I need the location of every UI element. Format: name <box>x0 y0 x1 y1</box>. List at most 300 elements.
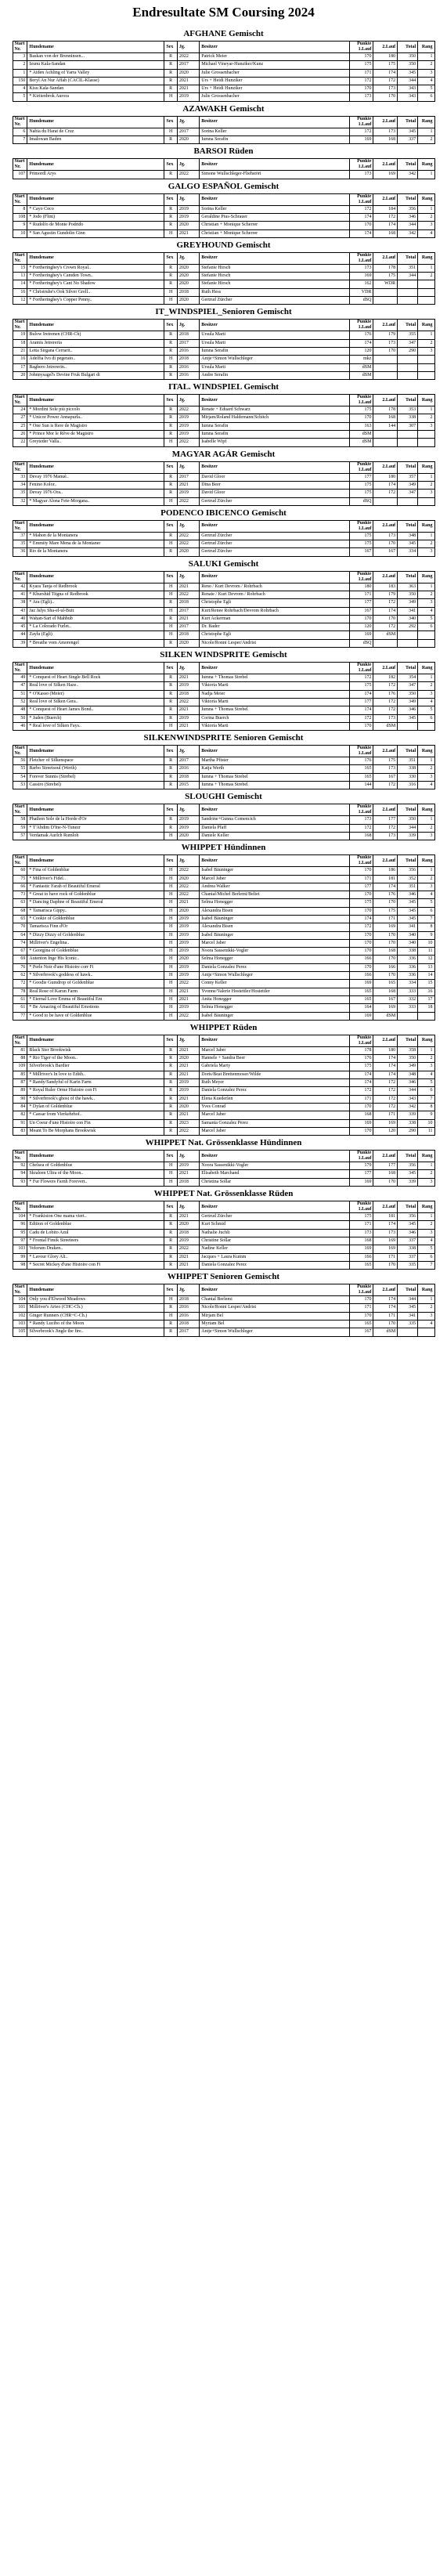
owner-cell: Gabriela Marty <box>200 1063 349 1071</box>
year-cell: 2017 <box>177 757 199 765</box>
lauf1-points-cell: dSM <box>349 371 373 379</box>
header-punkte-1-lauf: Punkte 1.Lauf <box>349 1151 373 1162</box>
table-row <box>13 331 434 339</box>
header-jg: Jg. <box>177 1284 199 1296</box>
lauf2-points-cell <box>373 297 398 305</box>
lauf1-points-cell: 170 <box>349 963 373 971</box>
lauf1-points-cell: 177 <box>349 599 373 607</box>
sex-cell: H <box>164 1012 178 1020</box>
year-cell: 2021 <box>177 1170 199 1178</box>
owner-cell: Isabel Bäuninger <box>200 867 349 875</box>
start-nr-cell: 75 <box>13 875 27 883</box>
dog-name-cell: Real Rose of Karun Farm <box>27 988 164 995</box>
lauf1-points-cell: 171 <box>349 1095 373 1103</box>
header-total: Total <box>398 252 418 264</box>
start-nr-cell: 14 <box>13 280 27 288</box>
dog-name-cell: * Caesar from Vierkehrhof.. <box>27 1111 164 1119</box>
owner-cell: Daniela Gonzalez Perez <box>200 1087 349 1095</box>
lauf2-points-cell: 172 <box>373 490 398 497</box>
sex-cell: R <box>164 222 178 229</box>
results-table <box>13 1284 435 1336</box>
table-row <box>13 615 434 623</box>
rank-cell: 6 <box>418 714 434 722</box>
table-row <box>13 782 434 789</box>
rank-cell: 1 <box>418 867 434 875</box>
header-total: Total <box>398 461 418 473</box>
lauf1-points-cell: 168 <box>349 1237 373 1245</box>
owner-cell: Gertrud Zürcher <box>200 497 349 505</box>
table-row <box>13 1170 434 1178</box>
start-nr-cell: 44 <box>13 631 27 639</box>
header-rang: Rang <box>418 159 434 171</box>
dog-name-cell: * Fortheringhey's Camden Town.. <box>27 273 164 280</box>
table-row <box>13 280 434 288</box>
table-header-row <box>13 395 434 406</box>
year-cell: 2018 <box>177 1296 199 1304</box>
header-total: Total <box>398 193 418 205</box>
rank-cell: 10 <box>418 1119 434 1127</box>
lauf2-points-cell: 174 <box>373 1304 398 1312</box>
lauf2-points-cell: 172 <box>373 698 398 706</box>
start-nr-cell: 18 <box>13 339 27 347</box>
rank-cell: 12 <box>418 956 434 963</box>
year-cell: 2023 <box>177 1119 199 1127</box>
start-nr-cell: 67 <box>13 948 27 956</box>
table-row <box>13 1245 434 1253</box>
table-row <box>13 988 434 995</box>
header-rang: Rang <box>418 395 434 406</box>
header-rang: Rang <box>418 42 434 53</box>
total-cell: 345 <box>398 1221 418 1229</box>
header-jg: Jg. <box>177 461 199 473</box>
lauf2-points-cell: 175 <box>373 757 398 765</box>
rank-cell: 3 <box>418 1229 434 1237</box>
start-nr-cell: 76 <box>13 963 27 971</box>
start-nr-cell: 38 <box>13 599 27 607</box>
header-jg: Jg. <box>177 663 199 674</box>
sex-cell: H <box>164 497 178 505</box>
start-nr-cell: 64 <box>13 931 27 939</box>
lauf1-points-cell: 176 <box>349 757 373 765</box>
header-hundename: Hundename <box>27 855 164 867</box>
total-cell: 292 <box>398 623 418 631</box>
lauf1-points-cell: 170 <box>349 907 373 915</box>
sex-cell: R <box>164 205 178 213</box>
result-section <box>5 380 442 446</box>
dog-name-cell: Real love of Silken Haze.. <box>27 682 164 690</box>
lauf2-points-cell: 174 <box>373 607 398 615</box>
table-header-row <box>13 663 434 674</box>
start-nr-cell: 58 <box>13 816 27 824</box>
header-total: Total <box>398 320 418 331</box>
owner-cell: Katja Werth <box>200 765 349 773</box>
header-start-nr: Start Nr. <box>13 395 27 406</box>
total-cell <box>398 1012 418 1020</box>
header-jg: Jg. <box>177 116 199 128</box>
rank-cell: 2 <box>418 61 434 69</box>
rank-cell <box>418 288 434 296</box>
total-cell: 337 <box>398 136 418 144</box>
start-nr-cell: 68 <box>13 907 27 915</box>
sex-cell: R <box>164 481 178 489</box>
table-row <box>13 1111 434 1119</box>
header-besitzer: Besitzer <box>200 252 349 264</box>
sex-cell: H <box>164 229 178 237</box>
owner-cell: Martha Pfister <box>200 757 349 765</box>
header-besitzer: Besitzer <box>200 1284 349 1296</box>
header-sex: Sex <box>164 571 178 583</box>
header-total: Total <box>398 571 418 583</box>
owner-cell: Christian + Monique Scherrer <box>200 222 349 229</box>
dog-name-cell: Un Coeur d'une Histoire con Fin <box>27 1119 164 1127</box>
header-punkte-1-lauf: Punkte 1.Lauf <box>349 1035 373 1046</box>
lauf1-points-cell: 175 <box>349 682 373 690</box>
total-cell: 340 <box>398 615 418 623</box>
owner-cell: Iumna + Thomas Strebel <box>200 773 349 781</box>
total-cell: 345 <box>398 714 418 722</box>
total-cell: 333 <box>398 1004 418 1012</box>
table-row <box>13 1229 434 1237</box>
lauf1-points-cell: dSQ <box>349 297 373 305</box>
dog-name-cell: * Kiritenbrok Aurora <box>27 93 164 101</box>
owner-cell: Christine Sollar <box>200 1237 349 1245</box>
sex-cell: R <box>164 69 178 77</box>
dog-name-cell: * Dancing Daphne of Beautiful Emeral <box>27 899 164 907</box>
year-cell: 2020 <box>177 136 199 144</box>
lauf1-points-cell: 174 <box>349 229 373 237</box>
sex-cell: H <box>164 540 178 548</box>
lauf1-points-cell: 174 <box>349 690 373 698</box>
table-row <box>13 171 434 179</box>
sex-cell: H <box>164 995 178 1003</box>
lauf1-points-cell: 175 <box>349 406 373 414</box>
owner-cell: Andre Serafin <box>200 371 349 379</box>
lauf2-points-cell: 174 <box>373 1071 398 1078</box>
header-besitzer: Besitzer <box>200 42 349 53</box>
table-row <box>13 698 434 706</box>
total-cell <box>398 356 418 363</box>
header-start-nr: Start Nr. <box>13 42 27 53</box>
header-start-nr: Start Nr. <box>13 855 27 867</box>
owner-cell: Mirjam/Roland Haldemann/Schitch <box>200 414 349 422</box>
rank-cell: 4 <box>418 607 434 615</box>
start-nr-cell: 1 <box>13 69 27 77</box>
dog-name-cell: Forever Sunnis (Strebel) <box>27 773 164 781</box>
section-title: SILKENWINDSPRITE Senioren Gemischt <box>143 733 304 743</box>
table-row <box>13 956 434 963</box>
dog-name-cell: Barbo Streetsoul (Werth) <box>27 765 164 773</box>
rank-cell: 3 <box>418 222 434 229</box>
start-nr-cell: 81 <box>13 1046 27 1054</box>
sex-cell: R <box>164 714 178 722</box>
table-row <box>13 548 434 556</box>
dog-name-cell: Kyara Tanja of Redbrook <box>27 583 164 591</box>
header-sex: Sex <box>164 663 178 674</box>
sex-cell: R <box>164 1095 178 1103</box>
lauf1-points-cell: VDR <box>349 288 373 296</box>
year-cell: 2019 <box>177 1079 199 1087</box>
start-nr-cell: 109 <box>13 1063 27 1071</box>
lauf2-points-cell: dSM <box>373 722 398 730</box>
total-cell: 344 <box>398 1296 418 1304</box>
table-header-row <box>13 159 434 171</box>
table-row <box>13 1046 434 1054</box>
lauf2-points-cell: WDR <box>373 280 398 288</box>
sex-cell: H <box>164 883 178 891</box>
owner-cell: Nicole/Ronni Lesper/Andrist <box>200 639 349 647</box>
section-title: AZAWAKH Gemischt <box>182 103 265 114</box>
total-cell: 356 <box>398 1213 418 1221</box>
owner-cell: Christian + Monique Scherrer <box>200 229 349 237</box>
total-cell: 341 <box>398 1312 418 1320</box>
rank-cell: 10 <box>418 939 434 947</box>
dog-name-cell: * Cookie of Goldenblue <box>27 916 164 923</box>
rank-cell: 3 <box>418 490 434 497</box>
lauf1-points-cell: 170 <box>349 948 373 956</box>
dog-name-cell: * Rudolfo de Monte Podrido <box>27 222 164 229</box>
table-row <box>13 891 434 899</box>
rank-cell: 2 <box>418 1221 434 1229</box>
lauf2-points-cell: 169 <box>373 923 398 931</box>
lauf2-points-cell: 172 <box>373 1095 398 1103</box>
lauf1-points-cell: 166 <box>349 956 373 963</box>
lauf2-points-cell <box>373 363 398 371</box>
year-cell: 2021 <box>177 1261 199 1269</box>
rank-cell: 3 <box>418 832 434 840</box>
sex-cell: R <box>164 171 178 179</box>
header-total: Total <box>398 804 418 816</box>
table-row <box>13 61 434 69</box>
dog-name-cell: * Conquest of Heart James Bond.. <box>27 706 164 714</box>
table-row <box>13 690 434 698</box>
total-cell: 344 <box>398 824 418 832</box>
total-cell: 343 <box>398 85 418 93</box>
rank-cell: 4 <box>418 782 434 789</box>
header-hundename: Hundename <box>27 395 164 406</box>
rank-cell: 8 <box>418 923 434 931</box>
total-cell: 345 <box>398 916 418 923</box>
header-punkte-1-lauf: Punkte 1.Lauf <box>349 116 373 128</box>
sex-cell: R <box>164 1111 178 1119</box>
owner-cell: Sorina Keller <box>200 205 349 213</box>
start-nr-cell: 17 <box>13 363 27 371</box>
rank-cell: 14 <box>418 972 434 980</box>
rank-cell: 2 <box>418 1170 434 1178</box>
lauf1-points-cell: 170 <box>349 414 373 422</box>
lauf2-points-cell: 173 <box>373 532 398 540</box>
result-section <box>5 557 442 648</box>
sections-container <box>5 27 442 1337</box>
year-cell: 2018 <box>177 690 199 698</box>
total-cell: 332 <box>398 995 418 1003</box>
section-title: PODENCO IBICENCO Gemischt <box>160 508 287 518</box>
sex-cell: R <box>164 1237 178 1245</box>
header-sex: Sex <box>164 42 178 53</box>
start-nr-cell: 4 <box>13 85 27 93</box>
dog-name-cell: Verdamak Aurlch Rumloh <box>27 832 164 840</box>
owner-cell: Urs + Heidi Hunziker <box>200 85 349 93</box>
dog-name-cell: Cadu de Lobito Azul <box>27 1229 164 1237</box>
table-row <box>13 1087 434 1095</box>
rank-cell: 3 <box>418 422 434 430</box>
sex-cell: H <box>164 1004 178 1012</box>
rank-cell: 1 <box>418 532 434 540</box>
header-rang: Rang <box>418 461 434 473</box>
year-cell: 2022 <box>177 406 199 414</box>
header-total: Total <box>398 520 418 532</box>
results-table <box>13 1035 435 1136</box>
lauf1-points-cell: 169 <box>349 1245 373 1253</box>
start-nr-cell: 16 <box>13 356 27 363</box>
lauf1-points-cell: 177 <box>349 473 373 481</box>
sex-cell: R <box>164 1046 178 1054</box>
header-jg: Jg. <box>177 159 199 171</box>
sex-cell: H <box>164 972 178 980</box>
lauf1-points-cell: 170 <box>349 53 373 61</box>
lauf2-points-cell: 172 <box>373 213 398 221</box>
dog-name-cell: * Jodo (Flint) <box>27 213 164 221</box>
lauf1-points-cell: 174 <box>349 1071 373 1078</box>
dog-name-cell: * La Colorado Furlet.. <box>27 623 164 631</box>
rank-cell <box>418 431 434 439</box>
section-title: WHIPPET Nat. Grössenklasse Hündinnen <box>145 1138 302 1148</box>
owner-cell: Selma Honegger <box>200 1004 349 1012</box>
year-cell: 2021 <box>177 674 199 682</box>
dog-name-cell: * Good to be have of Goldenblue <box>27 1012 164 1020</box>
sex-cell: H <box>164 1170 178 1178</box>
sex-cell: R <box>164 773 178 781</box>
table-row <box>13 824 434 832</box>
lauf2-points-cell: 144 <box>373 422 398 430</box>
rank-cell: 6 <box>418 1087 434 1095</box>
header-jg: Jg. <box>177 1035 199 1046</box>
header-besitzer: Besitzer <box>200 571 349 583</box>
header-jg: Jg. <box>177 320 199 331</box>
start-nr-cell: 40 <box>13 615 27 623</box>
result-section <box>5 27 442 102</box>
dog-name-cell: Tamarisca Finn d'Or <box>27 923 164 931</box>
dog-name-cell: * Randy Lucibo of the Moon <box>27 1320 164 1328</box>
year-cell: 2019 <box>177 972 199 980</box>
sex-cell: H <box>164 931 178 939</box>
header-hundename: Hundename <box>27 252 164 264</box>
table-row <box>13 490 434 497</box>
lauf1-points-cell: 172 <box>349 205 373 213</box>
rank-cell: 2 <box>418 1055 434 1063</box>
table-row <box>13 1162 434 1170</box>
dog-name-cell: Primordl Arys <box>27 171 164 179</box>
year-cell: 2021 <box>177 77 199 85</box>
total-cell: 345 <box>398 1304 418 1312</box>
header-2-lauf: 2.Lauf <box>373 804 398 816</box>
table-row <box>13 431 434 439</box>
sex-cell: H <box>164 1162 178 1170</box>
year-cell: 2022 <box>177 980 199 988</box>
rank-cell: 3 <box>418 690 434 698</box>
year-cell: 2022 <box>177 53 199 61</box>
total-cell: 356 <box>398 1162 418 1170</box>
lauf2-points-cell: 170 <box>373 347 398 355</box>
start-nr-cell: 104 <box>13 1213 27 1221</box>
sex-cell: R <box>164 77 178 85</box>
table-row <box>13 907 434 915</box>
header-sex: Sex <box>164 159 178 171</box>
sex-cell: H <box>164 1178 178 1186</box>
sex-cell: R <box>164 1063 178 1071</box>
lauf1-points-cell: 170 <box>349 85 373 93</box>
total-cell: 350 <box>398 61 418 69</box>
rank-cell: 3 <box>418 548 434 556</box>
results-document <box>5 0 442 1337</box>
results-table <box>13 41 435 102</box>
lauf1-points-cell: dSM <box>349 431 373 439</box>
sex-cell: H <box>164 907 178 915</box>
start-nr-cell: 54 <box>13 773 27 781</box>
results-table <box>13 662 435 731</box>
year-cell: 2021 <box>177 706 199 714</box>
table-header-row <box>13 520 434 532</box>
lauf2-points-cell: 178 <box>373 406 398 414</box>
rank-cell: 15 <box>418 980 434 988</box>
table-row <box>13 583 434 591</box>
table-row <box>13 1095 434 1103</box>
table-row <box>13 1055 434 1063</box>
table-row <box>13 1127 434 1135</box>
table-row <box>13 356 434 363</box>
owner-cell: Marcel Jaber <box>200 1046 349 1054</box>
year-cell: 2021 <box>177 988 199 995</box>
dog-name-cell: * Ara (Egli).. <box>27 599 164 607</box>
total-cell: 349 <box>398 481 418 489</box>
section-title: IT_WINDSPIEL_Senioren Gemischt <box>155 307 292 317</box>
dog-name-cell: * Dizzy Dizzy of Goldenblue <box>27 931 164 939</box>
lauf2-points-cell: 179 <box>373 591 398 598</box>
dog-name-cell: * One Sun is Rere de Magistro <box>27 422 164 430</box>
owner-cell: Selma Honegger <box>200 956 349 963</box>
section-title: WHIPPET Hündinnen <box>181 843 266 853</box>
owner-cell: Christophe Egli <box>200 631 349 639</box>
year-cell: 2021 <box>177 615 199 623</box>
year-cell: 2019 <box>177 205 199 213</box>
header-rang: Rang <box>418 1284 434 1296</box>
lauf2-points-cell: 173 <box>373 85 398 93</box>
start-nr-cell: 103 <box>13 1320 27 1328</box>
sex-cell: R <box>164 698 178 706</box>
sex-cell: H <box>164 923 178 931</box>
header-rang: Rang <box>418 746 434 757</box>
start-nr-cell: 63 <box>13 899 27 907</box>
table-row <box>13 273 434 280</box>
rank-cell: 2 <box>418 540 434 548</box>
lauf2-points-cell: 184 <box>373 205 398 213</box>
start-nr-cell: 5 <box>13 93 27 101</box>
dog-name-cell: * Magyar Alona Fete-Morgana.. <box>27 497 164 505</box>
owner-cell: Daniele Keller <box>200 832 349 840</box>
total-cell: 334 <box>398 548 418 556</box>
result-section <box>5 840 442 1021</box>
owner-cell: Marcel Jaber <box>200 1127 349 1135</box>
lauf1-points-cell: 174 <box>349 213 373 221</box>
table-row <box>13 706 434 714</box>
header-start-nr: Start Nr. <box>13 804 27 816</box>
sex-cell: R <box>164 431 178 439</box>
year-cell: 2020 <box>177 907 199 915</box>
total-cell: 344 <box>398 77 418 85</box>
header-2-lauf: 2.Lauf <box>373 461 398 473</box>
table-header-row <box>13 571 434 583</box>
table-row <box>13 1103 434 1111</box>
dog-name-cell: Rio de la Montanera <box>27 548 164 556</box>
